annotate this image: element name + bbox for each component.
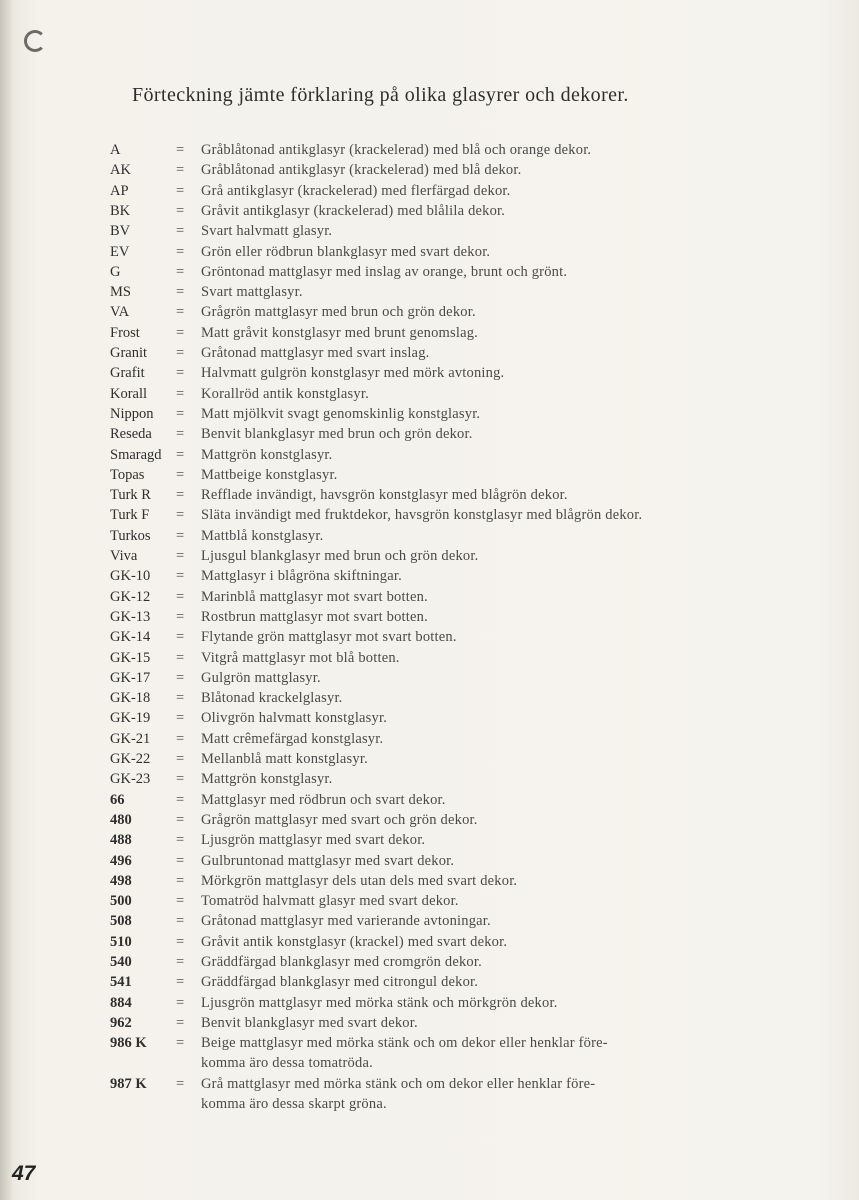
glaze-code: 496 (110, 852, 132, 869)
equals-sign: = (176, 202, 185, 219)
equals-sign: = (176, 954, 185, 970)
glaze-description: Gråblåtonad antikglasyr (krackelerad) med blå och orange dekor. (201, 142, 592, 158)
glaze-description: Ljusgul blankglasyr med brun och grön dekor. (201, 548, 479, 564)
glaze-code: A (110, 142, 121, 158)
glaze-code: GK-18 (110, 690, 151, 707)
glaze-code: Topas (110, 466, 145, 483)
glaze-description: Mattgrön konstglasyr. (201, 771, 333, 788)
glaze-description: Svart mattglasyr. (201, 284, 303, 301)
glaze-code: 541 (110, 974, 132, 991)
glaze-code: GK-19 (110, 710, 151, 727)
equals-sign: = (176, 507, 185, 524)
equals-sign: = (176, 852, 185, 869)
glaze-description: Mörkgrön mattglasyr dels utan dels med svart dekor. (201, 872, 518, 889)
page-number: 47 (12, 1162, 36, 1185)
glaze-code: EV (110, 243, 130, 260)
equals-sign: = (176, 690, 185, 707)
glaze-code: 488 (110, 832, 132, 849)
glaze-code: 987 K (110, 1075, 147, 1092)
glaze-code: AP (110, 182, 129, 199)
glaze-description: Olivgrön halvmatt konstglasyr. (201, 710, 388, 727)
equals-sign: = (176, 263, 185, 280)
glaze-description: Gråtonad mattglasyr med varierande avtoningar. (201, 913, 491, 930)
equals-sign: = (176, 304, 185, 321)
glaze-code: BV (110, 223, 131, 240)
equals-sign: = (176, 426, 185, 443)
glaze-code: GK-14 (110, 629, 151, 646)
glaze-description: Gulbruntonad mattglasyr med svart dekor. (201, 852, 455, 869)
equals-sign: = (176, 527, 185, 544)
binding-spine (0, 0, 12, 1200)
glaze-description: Marinblå mattglasyr mot svart botten. (201, 588, 428, 605)
equals-sign: = (176, 324, 185, 341)
glaze-description: Gråvit antikglasyr (krackelerad) med blålila dekor. (201, 202, 506, 219)
equals-sign: = (176, 771, 185, 788)
equals-sign: = (176, 162, 185, 179)
glaze-code: GK-13 (110, 608, 151, 625)
glaze-code: VA (110, 304, 130, 321)
glaze-description: Matt mjölkvit svagt genomskinlig konstglasyr. (201, 405, 481, 422)
equals-sign: = (176, 710, 185, 727)
glaze-description: Rostbrun mattglasyr mot svart botten. (201, 608, 428, 625)
glaze-code: 962 (110, 1014, 132, 1031)
equals-sign: = (176, 811, 185, 828)
equals-sign: = (176, 669, 185, 686)
equals-sign: = (176, 548, 185, 564)
glaze-description: Blåtonad krackelglasyr. (201, 690, 343, 707)
glaze-code: MS (110, 284, 131, 301)
equals-sign: = (176, 588, 185, 605)
glaze-code: BK (110, 202, 131, 219)
glaze-description: Grå mattglasyr med mörka stänk och om dekor eller henklar före- (201, 1075, 596, 1092)
equals-sign: = (176, 994, 185, 1011)
equals-sign: = (176, 791, 185, 808)
glaze-description: Vitgrå mattglasyr mot blå botten. (201, 649, 400, 666)
glaze-code: Turkos (110, 527, 151, 544)
equals-sign: = (176, 142, 185, 158)
glaze-code: Korall (110, 385, 148, 402)
glaze-description-continued: komma äro dessa tomatröda. (201, 1055, 373, 1072)
equals-sign: = (176, 466, 185, 483)
equals-sign: = (176, 284, 185, 301)
glaze-code: 500 (110, 893, 132, 910)
glaze-code: Grafit (110, 365, 145, 382)
equals-sign: = (176, 487, 185, 504)
glaze-code: 510 (110, 933, 132, 950)
glaze-description: Gröntonad mattglasyr med inslag av orange, brunt och grönt. (201, 263, 568, 280)
equals-sign: = (176, 893, 185, 910)
glaze-description: Mattbeige konstglasyr. (201, 466, 338, 483)
glaze-code: Nippon (110, 405, 154, 422)
glaze-code: Frost (110, 324, 140, 341)
equals-sign: = (176, 365, 185, 382)
glaze-code: GK-21 (110, 730, 151, 747)
equals-sign: = (176, 751, 185, 767)
equals-sign: = (176, 182, 185, 199)
glaze-description: Grön eller rödbrun blankglasyr med svart dekor. (201, 243, 491, 260)
equals-sign: = (176, 223, 185, 240)
glaze-description: Gräddfärgad blankglasyr med cromgrön dekor. (201, 954, 482, 970)
glaze-description: Matt gråvit konstglasyr med brunt genomslag. (201, 324, 479, 341)
glaze-code: GK-10 (110, 568, 151, 585)
equals-sign: = (176, 649, 185, 666)
glaze-code: Reseda (110, 426, 152, 443)
page-title: Förteckning jämte förklaring på olika glasyrer och dekorer. (132, 84, 629, 106)
glaze-code: Granit (110, 345, 148, 361)
glaze-code: GK-12 (110, 588, 151, 605)
glaze-description-continued: komma äro dessa skarpt gröna. (201, 1095, 387, 1112)
equals-sign: = (176, 730, 185, 747)
equals-sign: = (176, 243, 185, 260)
glaze-code: Turk F (110, 507, 150, 524)
equals-sign: = (176, 568, 185, 585)
glaze-description: Gulgrön mattglasyr. (201, 669, 321, 686)
glaze-code: 986 K (110, 1035, 147, 1052)
glaze-code: GK-22 (110, 751, 151, 767)
glaze-code: GK-23 (110, 771, 151, 788)
glaze-code: Smaragd (110, 446, 162, 463)
glaze-code: Turk R (110, 487, 151, 504)
equals-sign: = (176, 1075, 185, 1092)
glaze-code: 66 (110, 791, 125, 808)
glaze-code: 480 (110, 811, 132, 828)
glaze-description: Mattgrön konstglasyr. (201, 446, 333, 463)
equals-sign: = (176, 345, 185, 361)
equals-sign: = (176, 608, 185, 625)
glaze-description: Benvit blankglasyr med brun och grön dekor. (201, 426, 473, 443)
glaze-description: Grågrön mattglasyr med svart och grön dekor. (201, 811, 478, 828)
equals-sign: = (176, 1014, 185, 1031)
glaze-description: Mattglasyr med rödbrun och svart dekor. (201, 791, 446, 808)
equals-sign: = (176, 405, 185, 422)
equals-sign: = (176, 974, 185, 991)
glaze-description: Beige mattglasyr med mörka stänk och om dekor eller henklar före- (201, 1035, 608, 1052)
glaze-description: Refflade invändigt, havsgrön konstglasyr med blågrön dekor. (201, 487, 568, 504)
equals-sign: = (176, 446, 185, 463)
equals-sign: = (176, 1035, 185, 1052)
glaze-description: Mellanblå matt konstglasyr. (201, 751, 368, 767)
glaze-description: Släta invändigt med fruktdekor, havsgrön konstglasyr med blågrön dekor. (201, 507, 643, 524)
equals-sign: = (176, 872, 185, 889)
glaze-code: G (110, 263, 121, 280)
glaze-code: 884 (110, 994, 132, 1011)
glaze-code: Viva (110, 548, 138, 564)
glaze-code: 508 (110, 913, 132, 930)
glaze-description: Flytande grön mattglasyr mot svart botten. (201, 629, 457, 646)
glaze-code: GK-15 (110, 649, 151, 666)
equals-sign: = (176, 913, 185, 930)
glaze-code: GK-17 (110, 669, 151, 686)
glaze-description: Ljusgrön mattglasyr med mörka stänk och mörkgrön dekor. (201, 994, 558, 1011)
glaze-description: Benvit blankglasyr med svart dekor. (201, 1014, 418, 1031)
punch-hole-icon (24, 30, 46, 52)
glaze-description: Gråblåtonad antikglasyr (krackelerad) med blå dekor. (201, 162, 522, 179)
glaze-description: Grå antikglasyr (krackelerad) med flerfärgad dekor. (201, 182, 511, 199)
equals-sign: = (176, 933, 185, 950)
glaze-description: Ljusgrön mattglasyr med svart dekor. (201, 832, 426, 849)
glaze-description: Halvmatt gulgrön konstglasyr med mörk avtoning. (201, 365, 505, 382)
glaze-description: Mattblå konstglasyr. (201, 527, 324, 544)
glaze-code: AK (110, 162, 131, 179)
equals-sign: = (176, 629, 185, 646)
equals-sign: = (176, 385, 185, 402)
glaze-description: Korallröd antik konstglasyr. (201, 385, 369, 402)
equals-sign: = (176, 832, 185, 849)
glaze-description: Gråvit antik konstglasyr (krackel) med svart dekor. (201, 933, 508, 950)
glaze-description: Grågrön mattglasyr med brun och grön dekor. (201, 304, 476, 321)
glaze-code: 540 (110, 954, 132, 970)
glaze-description: Tomatröd halvmatt glasyr med svart dekor. (201, 893, 459, 910)
glaze-description: Gråtonad mattglasyr med svart inslag. (201, 345, 430, 361)
glaze-code: 498 (110, 872, 132, 889)
glaze-description: Svart halvmatt glasyr. (201, 223, 333, 240)
glaze-description: Matt crêmefärgad konstglasyr. (201, 730, 384, 747)
glaze-description: Mattglasyr i blågröna skiftningar. (201, 568, 402, 585)
glaze-description: Gräddfärgad blankglasyr med citrongul dekor. (201, 974, 479, 991)
